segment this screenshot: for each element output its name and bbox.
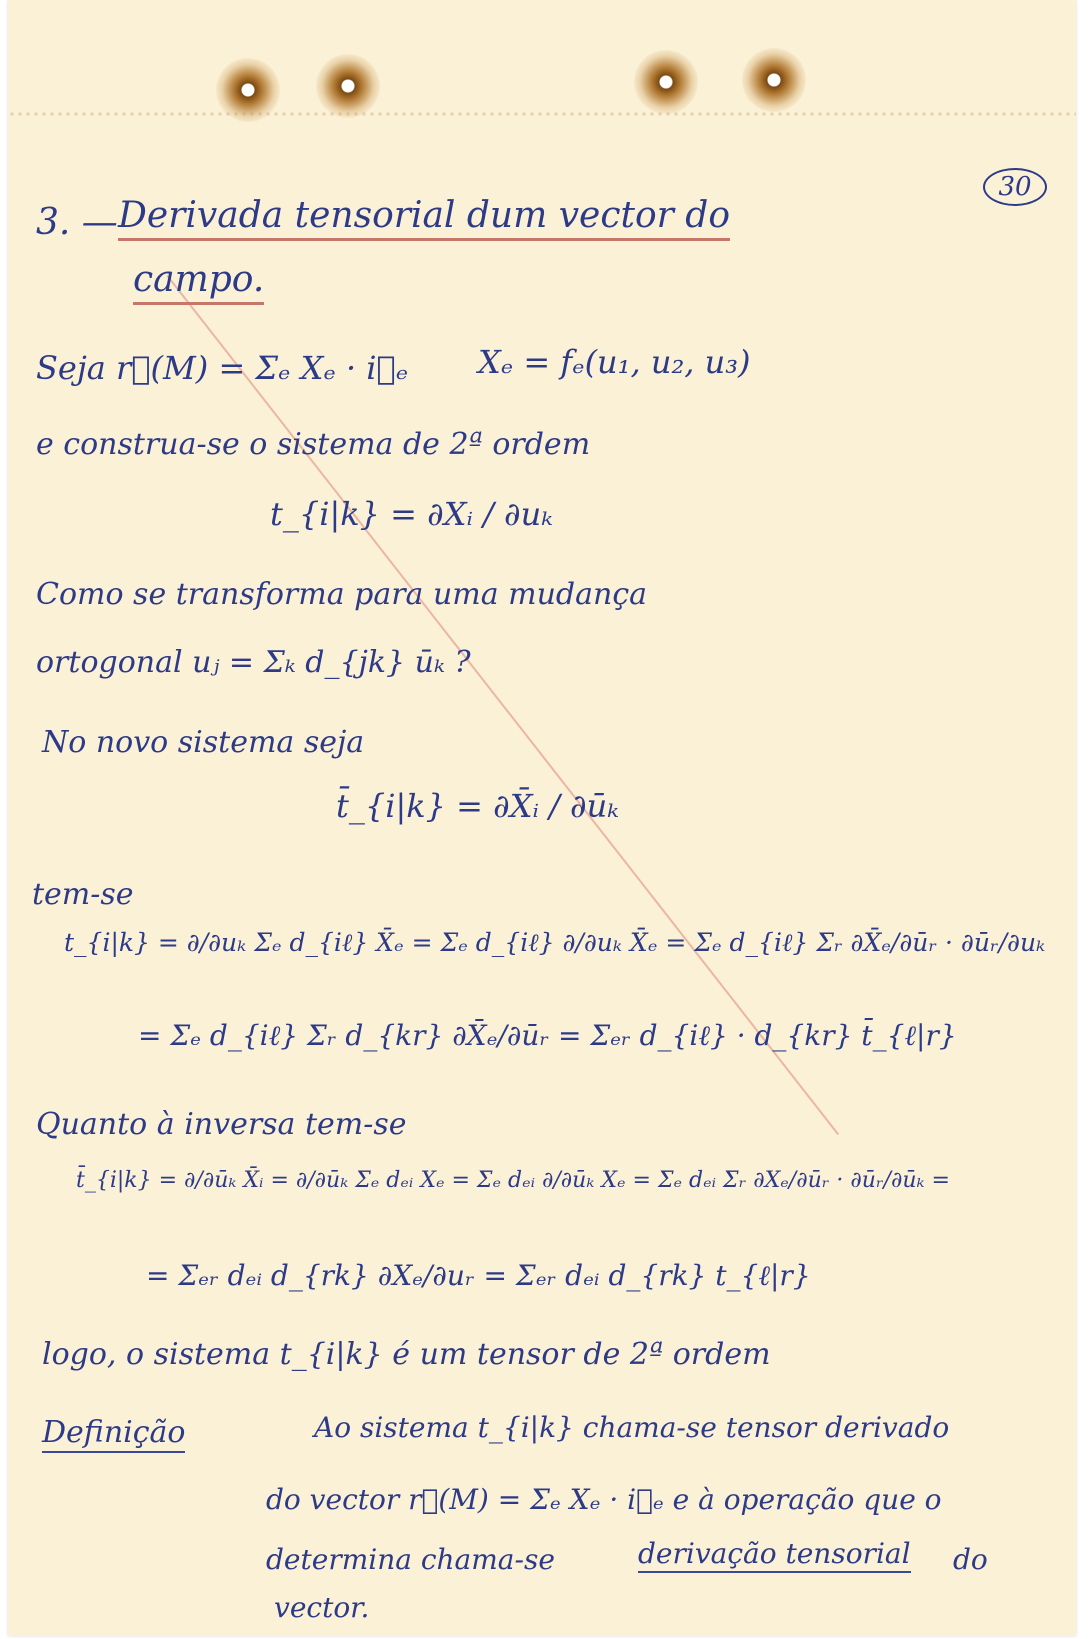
- heading-number: 3. —: [36, 202, 118, 243]
- notebook-page: [8, 0, 1076, 1636]
- definition-line: vector.: [274, 1591, 370, 1624]
- definition-underlined-term: derivação tensorial: [638, 1540, 911, 1573]
- definition-line: do: [953, 1543, 988, 1576]
- equation: = Σₑᵣ dₑᵢ d_{rk} ∂Xₑ/∂uᵣ = Σₑᵣ dₑᵢ d_{rk} t_{ℓ|r}: [146, 1259, 811, 1292]
- definition-line: do vector r⃗(M) = Σₑ Xₑ · i⃗ₑ e à operação que o: [266, 1483, 942, 1516]
- equation: t̄_{i|k} = ∂/∂ūₖ X̄ᵢ = ∂/∂ūₖ Σₑ dₑᵢ Xₑ = Σₑ dₑᵢ ∂/∂ūₖ Xₑ = Σₑ dₑᵢ Σᵣ ∂Xₑ/∂ūᵣ · ∂ūᵣ/∂ūₖ =: [76, 1168, 950, 1193]
- definition-label: Definição: [42, 1418, 185, 1453]
- red-pencil-stroke: [166, 275, 839, 1135]
- punch-hole: [634, 50, 698, 114]
- text-line: Quanto à inversa tem-se: [36, 1107, 407, 1142]
- heading-title-line2: campo.: [133, 262, 264, 305]
- text-line: tem-se: [32, 877, 134, 912]
- page-number: 30: [983, 168, 1047, 206]
- text-line: e construa-se o sistema de 2ª ordem: [36, 427, 591, 462]
- equation: t_{i|k} = ∂/∂uₖ Σₑ d_{iℓ} X̄ₑ = Σₑ d_{iℓ} ∂/∂uₖ X̄ₑ = Σₑ d_{iℓ} Σᵣ ∂X̄ₑ/∂ūᵣ · ∂ūᵣ/∂uₖ: [64, 928, 1046, 957]
- punch-hole: [216, 58, 280, 122]
- text-line: Como se transforma para uma mudança: [36, 577, 648, 612]
- definition-line: determina chama-se: [266, 1543, 555, 1576]
- definition-line: Ao sistema t_{i|k} chama-se tensor derivado: [314, 1411, 950, 1444]
- text-line: logo, o sistema t_{i|k} é um tensor de 2ª ordem: [42, 1337, 771, 1372]
- text-line: No novo sistema seja: [42, 725, 365, 760]
- text-line: Xₑ = fₑ(u₁, u₂, u₃): [478, 343, 751, 381]
- text-line: ortogonal uⱼ = Σₖ d_{jk} ūₖ ?: [36, 645, 471, 680]
- equation: = Σₑ d_{iℓ} Σᵣ d_{kr} ∂X̄ₑ/∂ūᵣ = Σₑᵣ d_{iℓ} · d_{kr} t̄_{ℓ|r}: [138, 1019, 957, 1052]
- equation: t_{i|k} = ∂Xᵢ / ∂uₖ: [270, 495, 553, 533]
- punch-hole: [742, 48, 806, 112]
- text-line: Seja r⃗(M) = Σₑ Xₑ · i⃗ₑ: [36, 349, 409, 387]
- equation: t̄_{i|k} = ∂X̄ᵢ / ∂ūₖ: [336, 787, 619, 825]
- punch-hole: [316, 54, 380, 118]
- heading-title-line1: Derivada tensorial dum vector do: [118, 198, 730, 241]
- perforation-edge: [8, 110, 1076, 118]
